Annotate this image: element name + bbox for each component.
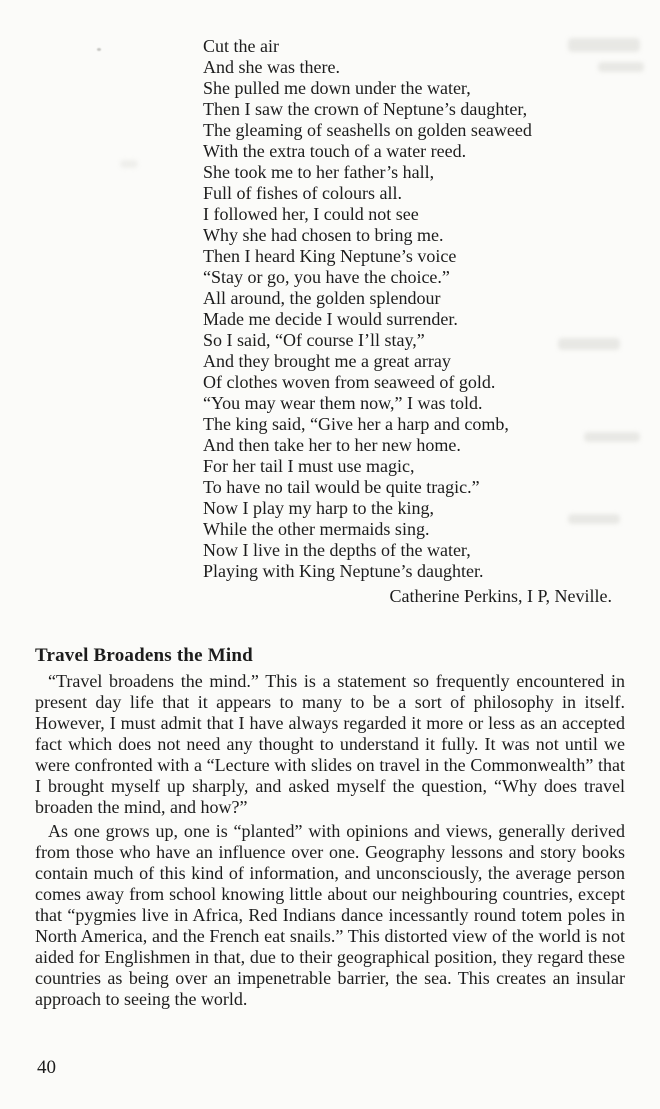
poem-line: She pulled me down under the water, xyxy=(203,78,471,98)
poem-line: Cut the air xyxy=(203,36,279,56)
poem-line: Of clothes woven from seaweed of gold. xyxy=(203,372,496,392)
essay-section xyxy=(35,645,625,1013)
poem-line: I followed her, I could not see xyxy=(203,204,419,224)
poem-line: And they brought me a great array xyxy=(203,351,451,371)
poem-line: And then take her to her new home. xyxy=(203,435,461,455)
poem-line: Then I heard King Neptune’s voice xyxy=(203,246,457,266)
poem-block xyxy=(203,36,532,582)
essay-paragraph: “Travel broadens the mind.” This is a statement so frequently encountered in present day life that it appears to many to be a sort of philosophy in itself. However, I must admit that I have always regarded it more or less as an accepted fact which does not need any thought to understand it fully. It was not until we were confronted with a “Lecture with slides on travel in the Commonwealth” that I brought myself up sharply, and asked myself the question, “Why does travel broaden the mind, and how?” xyxy=(35,671,625,817)
poem-line: Full of fishes of colours all. xyxy=(203,183,402,203)
poem-line: Now I live in the depths of the water, xyxy=(203,540,471,560)
essay-heading: Travel Broadens the Mind xyxy=(35,645,253,666)
poem-line: Now I play my harp to the king, xyxy=(203,498,434,518)
scan-ghost-smudge xyxy=(558,338,620,350)
poem-line: The king said, “Give her a harp and comb, xyxy=(203,414,509,434)
scan-ghost-smudge xyxy=(568,38,640,52)
scan-ghost-smudge xyxy=(584,432,640,442)
scan-ghost-smudge xyxy=(568,514,620,524)
scan-ghost-smudge xyxy=(120,160,138,168)
poem-line: Then I saw the crown of Neptune’s daughter, xyxy=(203,99,528,119)
poem-line: The gleaming of seashells on golden seaweed xyxy=(203,120,532,140)
poem-line: With the extra touch of a water reed. xyxy=(203,141,467,161)
poem-line: So I said, “Of course I’ll stay,” xyxy=(203,330,425,350)
poem-line: Made me decide I would surrender. xyxy=(203,309,458,329)
poem-line: All around, the golden splendour xyxy=(203,288,441,308)
poem-line: “You may wear them now,” I was told. xyxy=(203,393,483,413)
poem-line: Playing with King Neptune’s daughter. xyxy=(203,561,484,581)
poem-attribution: Catherine Perkins, I P, Neville. xyxy=(389,586,612,606)
essay-paragraph: As one grows up, one is “planted” with opinions and views, generally derived from those who have an influence over one. Geography lessons and story books contain much of this kind of information, and unconsciously, the average person comes away from school knowing little about our neighbouring countries, except that “pygmies live in Africa, Red Indians dance incessantly round totem poles in North America, and the French eat snails.” This distorted view of the world is not aided for Englishmen in that, due to their geographical position, they regard these countries as being over an impenetrable barrier, the sea. This creates an insular approach to seeing the world. xyxy=(35,821,625,1009)
poem-line: “Stay or go, you have the choice.” xyxy=(203,267,450,287)
scan-speck xyxy=(97,48,101,51)
poem-line: And she was there. xyxy=(203,57,340,77)
page-number: 40 xyxy=(37,1057,56,1078)
poem-line: She took me to her father’s hall, xyxy=(203,162,435,182)
scan-ghost-smudge xyxy=(598,62,644,72)
poem-line: While the other mermaids sing. xyxy=(203,519,430,539)
poem-line: To have no tail would be quite tragic.” xyxy=(203,477,480,497)
poem-line: For her tail I must use magic, xyxy=(203,456,415,476)
essay-body xyxy=(35,671,625,1010)
poem-line: Why she had chosen to bring me. xyxy=(203,225,444,245)
